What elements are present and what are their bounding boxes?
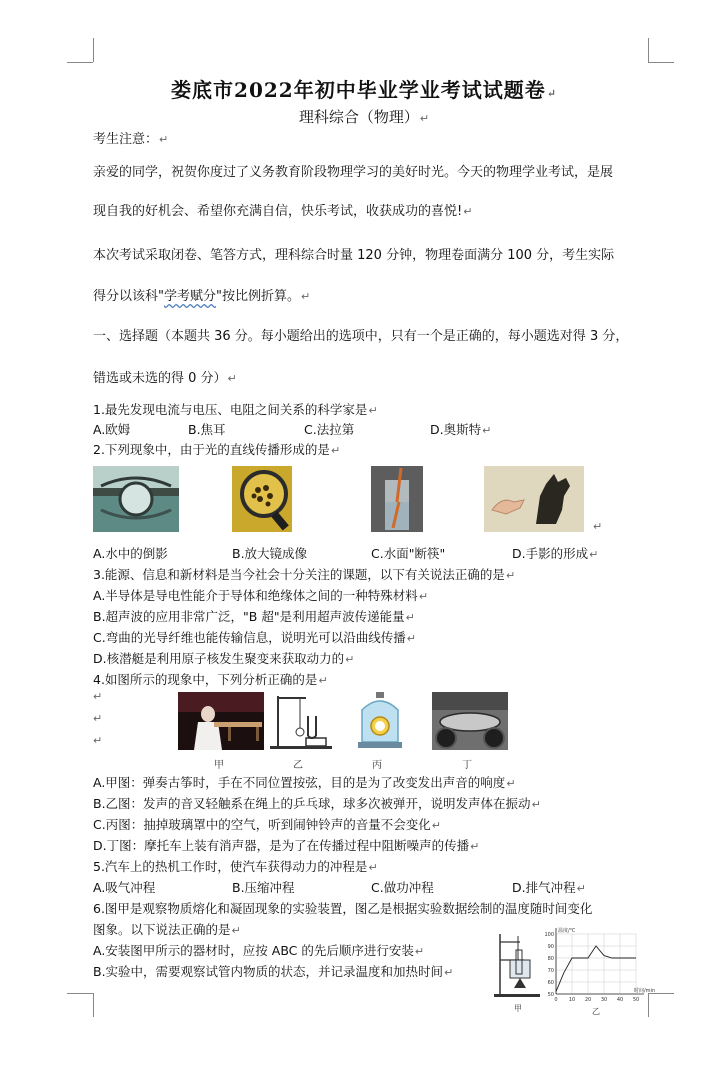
figure-label-jia-q6: 甲 xyxy=(514,1004,522,1013)
q1-stem: 1.最先发现电流与电压、电阻之间关系的科学家是↵ xyxy=(93,402,378,417)
temperature-time-chart xyxy=(538,924,656,1006)
figure-label-yi-q6: 乙 xyxy=(592,1007,600,1016)
y-tick-label: 70 xyxy=(547,968,554,974)
y-tick-label: 50 xyxy=(547,992,554,998)
q2-option-b: B.放大镜成像 xyxy=(232,546,308,561)
q6-stem-line-2: 图象。以下说法正确的是↵ xyxy=(93,922,241,937)
guzheng-photo xyxy=(178,692,264,750)
page-title: 娄底市2022年初中毕业学业考试试题卷↵ xyxy=(171,78,557,102)
q3-option-c: C.弯曲的光导纤维也能传输信息，说明光可以沿曲线传播↵ xyxy=(93,630,416,645)
q5-option-d: D.排气冲程↵ xyxy=(512,880,586,895)
q6-stem-line-1: 6.图甲是观察物质熔化和凝固现象的实验装置，图乙是根据实验数据绘制的温度随时间变化 xyxy=(93,901,593,916)
q1-option-d: D.奥斯特↵ xyxy=(430,422,492,437)
x-tick-label: 10 xyxy=(568,997,576,1003)
x-tick-label: 0 xyxy=(554,997,558,1003)
x-tick-label: 20 xyxy=(584,997,592,1003)
section-heading-line-2: 错选或未选的得 0 分）↵ xyxy=(93,371,237,386)
figure-label-bing: 丙 xyxy=(372,760,382,771)
y-tick-label: 80 xyxy=(547,956,554,962)
paragraph-mark: ↵ xyxy=(93,712,103,725)
crop-mark-top-right xyxy=(648,62,674,63)
x-tick-label: 50 xyxy=(632,997,640,1003)
q5-option-b: B.压缩冲程 xyxy=(232,880,295,895)
q4-option-a: A.甲图：弹奏古筝时，手在不同位置按弦，目的是为了改变发出声音的响度↵ xyxy=(93,775,516,790)
magnifier-photo xyxy=(232,466,292,532)
q1-option-a: A.欧姆 xyxy=(93,422,131,437)
crop-mark-bottom-left xyxy=(93,993,94,1017)
x-tick-label: 30 xyxy=(600,997,608,1003)
q3-option-d: D.核潜艇是利用原子核发生聚变来获取动力的↵ xyxy=(93,651,355,666)
q2-option-a: A.水中的倒影 xyxy=(93,546,168,561)
melting-apparatus-figure xyxy=(494,930,540,1000)
q2-option-d: D.手影的形成↵ xyxy=(512,546,599,561)
y-tick-label: 100 xyxy=(544,932,554,938)
reflection-photo xyxy=(93,466,179,532)
q4-option-d: D.丁图：摩托车上装有消声器，是为了在传播过程中阻断噪声的传播↵ xyxy=(93,838,480,853)
q2-stem: 2.下列现象中，由于光的直线传播形成的是↵ xyxy=(93,442,341,457)
crop-mark-top-left xyxy=(93,38,94,62)
q2-option-c: C.水面"断筷" xyxy=(371,546,446,561)
crop-mark-top-right xyxy=(648,38,649,62)
q6-option-a: A.安装图甲所示的器材时，应按 ABC 的先后顺序进行安装↵ xyxy=(93,943,425,958)
crop-mark-bottom-left xyxy=(67,993,93,994)
section-heading-line-1: 一、选择题（本题共 36 分。每小题给出的选项中，只有一个是正确的，每小题选对得 3 分， xyxy=(93,329,629,344)
x-tick-label: 40 xyxy=(616,997,624,1003)
crop-mark-top-left xyxy=(67,62,93,63)
q4-option-c: C.丙图：抽掉玻璃罩中的空气，听到闹钟铃声的音量不会变化↵ xyxy=(93,817,441,832)
q3-option-b: B.超声波的应用非常广泛，"B 超"是利用超声波传递能量↵ xyxy=(93,609,415,624)
q1-option-b: B.焦耳 xyxy=(188,422,226,437)
x-axis-label: 时间/min xyxy=(634,988,656,994)
paragraph-mark: ↵ xyxy=(93,690,103,703)
figure-label-ding: 丁 xyxy=(462,760,472,771)
notice-heading: 考生注意：↵ xyxy=(93,132,169,147)
notice-line-1: 亲爱的同学，祝贺你度过了义务教育阶段物理学习的美好时光。今天的物理学业考试，是展 xyxy=(93,165,614,180)
paragraph-mark: ↵ xyxy=(593,520,603,533)
q4-stem: 4.如图所示的现象中，下列分析正确的是↵ xyxy=(93,672,328,687)
q1-option-c: C.法拉第 xyxy=(304,422,355,437)
y-axis-label: 温度/℃ xyxy=(558,928,576,934)
bell-jar-photo xyxy=(356,690,404,750)
notice-line-4: 得分以该科"学考赋分"按比例折算。↵ xyxy=(93,289,311,304)
temperature-series-line xyxy=(556,946,636,992)
tuning-fork-figure xyxy=(270,692,332,750)
page-subtitle: 理科综合（物理）↵ xyxy=(298,108,430,126)
notice-line-2: 现自我的好机会、希望你充满自信，快乐考试，收获成功的喜悦!↵ xyxy=(93,204,473,219)
hand-shadow-photo xyxy=(484,466,584,532)
q6-option-b: B.实验中，需要观察试管内物质的状态，并记录温度和加热时间↵ xyxy=(93,964,454,979)
y-tick-label: 60 xyxy=(547,980,554,986)
q5-option-c: C.做功冲程 xyxy=(371,880,434,895)
chopstick-in-water-photo xyxy=(371,466,423,532)
q5-option-a: A.吸气冲程 xyxy=(93,880,156,895)
muffler-photo xyxy=(432,692,508,750)
figure-label-jia: 甲 xyxy=(214,760,224,771)
notice-line-3: 本次考试采取闭卷、笔答方式，理科综合时量 120 分钟，物理卷面满分 100 分，考生实际 xyxy=(93,248,615,263)
q4-option-b: B.乙图：发声的音叉轻触系在绳上的乒乓球，球多次被弹开，说明发声体在振动↵ xyxy=(93,796,541,811)
q3-option-a: A.半导体是导电性能介于导体和绝缘体之间的一种特殊材料↵ xyxy=(93,588,429,603)
y-tick-label: 90 xyxy=(547,944,554,950)
figure-label-yi: 乙 xyxy=(293,760,303,771)
q5-stem: 5.汽车上的热机工作时，使汽车获得动力的冲程是↵ xyxy=(93,859,378,874)
paragraph-mark: ↵ xyxy=(93,734,103,747)
q3-stem: 3.能源、信息和新材料是当今社会十分关注的课题，以下有关说法正确的是↵ xyxy=(93,567,516,582)
